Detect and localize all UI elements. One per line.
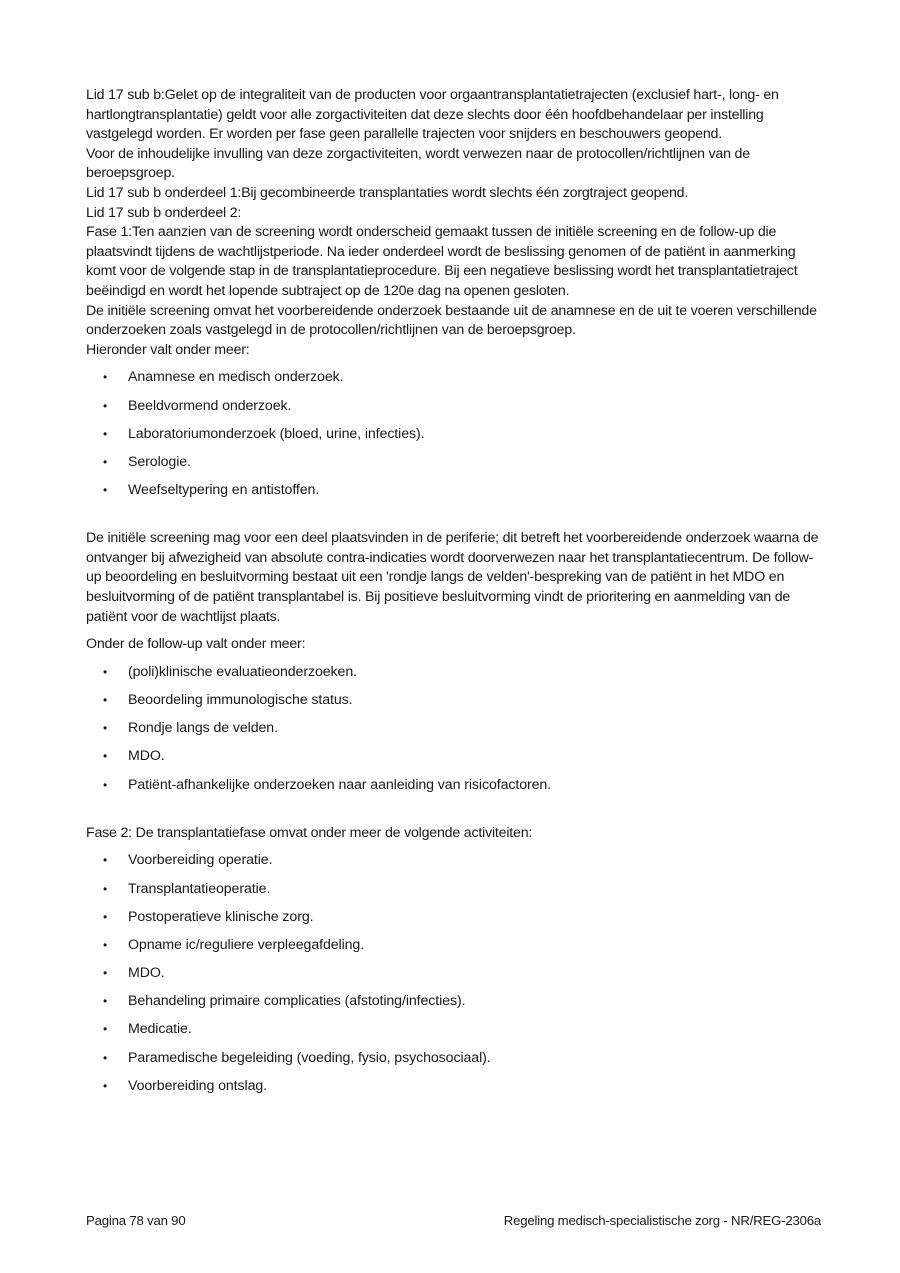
bullet-icon: • [103, 1050, 108, 1065]
list-item: • Laboratoriumonderzoek (bloed, urine, infecties). [86, 425, 821, 445]
list-item: • Weefseltypering en antistoffen. [86, 481, 821, 501]
paragraph-periferie: De initiële screening mag voor een deel plaatsvinden in de periferie; dit betreft het voorbereidende onderzoek waarna de ontvanger bij afwezigheid van absolute contra-indicaties wordt doorverwezen naar het transplantatiecentrum. De follow-up beoordeling en besluitvorming bestaat uit een 'rondje langs de velden'-bespreking van de patiënt in het MDO en besluitvorming of de patiënt transplantabel is. Bij positieve besluitvorming vindt de prioritering en aanmelding van de patiënt voor de wachtlijst plaats. [86, 530, 819, 625]
list-phase2 [86, 851, 821, 1096]
paragraph-fase-1: Fase 1:Ten aanzien van de screening wordt onderscheid gemaakt tussen de initiële screening en de follow-up die plaatsvindt tijdens de wachtlijstperiode. Na ieder onderdeel wordt de beslissing genomen of de patiënt in aanmerking komt voor de volgende stap in de transplantatieprocedure. Bij een negatieve beslissing wordt het transplantatietraject beëindigd en wordt het lopende subtraject op de 120e dag na openen gesloten. [86, 224, 798, 299]
bullet-icon: • [103, 937, 108, 952]
paragraph-fase-2: Fase 2: De transplantatiefase omvat onder meer de volgende activiteiten: [86, 824, 533, 841]
list-item: • Patiënt-afhankelijke onderzoeken naar aanleiding van risicofactoren. [86, 776, 821, 796]
bullet-icon: • [103, 454, 108, 469]
page-number: Pagina 78 van 90 [86, 1213, 186, 1228]
paragraph-lid17-sub-b: Lid 17 sub b:Gelet op de integraliteit van de producten voor orgaantransplantatietrajecten (exclusief hart-, long- en hartlongtransplantatie) geldt voor alle zorgactiviteiten dat deze slechts door één hoofdbehandelaar per instelling vastgelegd worden. Er worden per fase geen parallelle trajecten voor snijders en beschouwers geopend. [86, 87, 779, 143]
bullet-icon: • [103, 483, 108, 498]
bullet-icon: • [103, 853, 108, 868]
list-item: • Serologie. [86, 453, 821, 473]
list-item: • Voorbereiding ontslag. [86, 1077, 821, 1097]
page-footer [86, 1212, 821, 1230]
list-followup [86, 663, 821, 795]
document-page [86, 86, 821, 1105]
list-item: • Transplantatieoperatie. [86, 880, 821, 900]
list-item: • Opname ic/reguliere verpleegafdeling. [86, 936, 821, 956]
paragraph-inhoudelijke-invulling: Voor de inhoudelijke invulling van deze zorgactiviteiten, wordt verwezen naar de protocollen/richtlijnen van de beroepsgroep. [86, 145, 750, 182]
list-item: • Beeldvormend onderzoek. [86, 397, 821, 417]
list-item: • (poli)klinische evaluatieonderzoeken. [86, 663, 821, 683]
paragraph-onderdeel-2: Lid 17 sub b onderdeel 2: [86, 204, 242, 221]
document-title: Regeling medisch-specialistische zorg - NR/REG-2306a [503, 1213, 821, 1228]
bullet-icon: • [103, 777, 108, 792]
bullet-icon: • [103, 721, 108, 736]
list-item: • Rondje langs de velden. [86, 719, 821, 739]
bullet-icon: • [103, 664, 108, 679]
list-item: • MDO. [86, 964, 821, 984]
bullet-icon: • [103, 909, 108, 924]
list-initial-screening [86, 368, 821, 500]
list-item: • Medicatie. [86, 1020, 821, 1040]
list-item: • Postoperatieve klinische zorg. [86, 908, 821, 928]
paragraph-initiele-screening: De initiële screening omvat het voorbereidende onderzoek bestaande uit de anamnese en de uit te voeren verschillende onderzoeken zoals vastgelegd in de protocollen/richtlijnen van de beroepsgroep. [86, 302, 817, 339]
bullet-icon: • [103, 693, 108, 707]
list-item: • MDO. [86, 747, 821, 767]
bullet-icon: • [103, 370, 108, 385]
bullet-icon: • [103, 426, 108, 441]
bullet-icon: • [103, 881, 108, 896]
paragraph-onderdeel-1: Lid 17 sub b onderdeel 1:Bij gecombineerde transplantaties wordt slechts één zorgtraject geopend. [86, 184, 689, 201]
bullet-icon: • [103, 966, 108, 981]
bullet-icon: • [103, 398, 108, 413]
list-item: • Voorbereiding operatie. [86, 851, 821, 871]
bullet-icon: • [103, 994, 108, 1009]
list-item: • Paramedische begeleiding (voeding, fysio, psychosociaal). [86, 1049, 821, 1069]
bullet-icon: • [103, 1078, 108, 1093]
bullet-icon: • [103, 1022, 108, 1037]
bullet-icon: • [103, 749, 108, 764]
list-item: • Behandeling primaire complicaties (afstoting/infecties). [86, 992, 821, 1012]
list-item: • Anamnese en medisch onderzoek. [86, 368, 821, 388]
list-item: • Beoordeling immunologische status. [86, 691, 821, 711]
paragraph-hieronder: Hieronder valt onder meer: [86, 341, 250, 358]
paragraph-followup-intro: Onder de follow-up valt onder meer: [86, 636, 306, 653]
